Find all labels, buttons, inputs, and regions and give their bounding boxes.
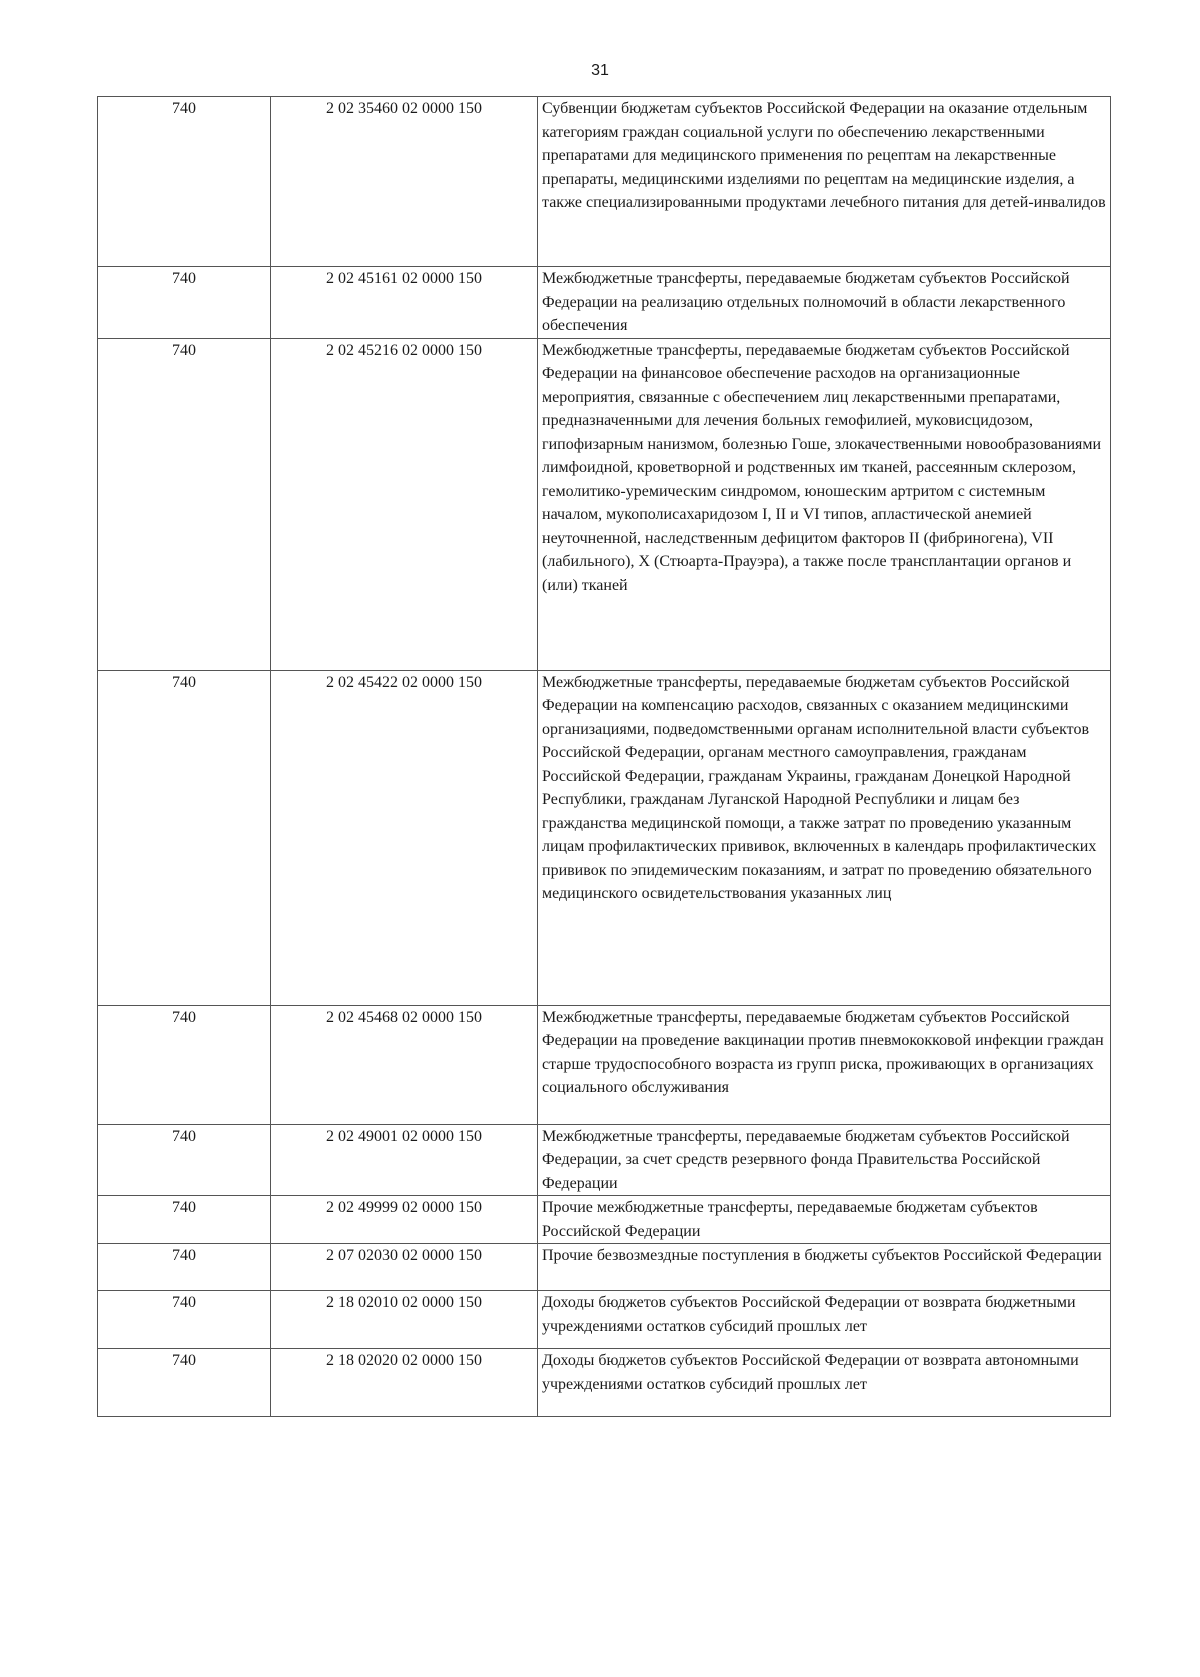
admin-code-cell: 740 [98,267,271,339]
admin-code-cell: 740 [98,97,271,267]
budget-code-cell: 2 02 45468 02 0000 150 [271,1005,538,1124]
budget-code-cell: 2 02 49999 02 0000 150 [271,1196,538,1244]
admin-code-cell: 740 [98,1291,271,1349]
table-row [98,267,1111,339]
budget-code-cell: 2 02 45216 02 0000 150 [271,338,538,670]
description-cell: Межбюджетные трансферты, передаваемые бюджетам субъектов Российской Федерации на финансовое обеспечение расходов на организационные мероприятия, связанные с обеспечением лиц лекарственными препаратами, предназначенными для лечения больных гемофилией, муковисцидозом, гипофизарным нанизмом, болезнью Гоше, злокачественными новообразованиями лимфоидной, кроветворной и родственных им тканей, рассеянным склерозом, гемолитико-уремическим синдромом, юношеским артритом с системным началом, мукополисахаридозом I, II и VI типов, апластической анемией неуточненной, наследственным дефицитом факторов II (фибриногена), VII (лабильного), X (Стюарта-Прауэра), а также после трансплантации органов и (или) тканей [538,338,1111,670]
table-row [98,338,1111,670]
budget-code-cell: 2 02 35460 02 0000 150 [271,97,538,267]
table-row [98,670,1111,1005]
budget-code-cell: 2 18 02010 02 0000 150 [271,1291,538,1349]
budget-codes-table [97,96,1111,1417]
budget-code-cell: 2 07 02030 02 0000 150 [271,1244,538,1291]
table-row [98,97,1111,267]
description-cell: Прочие безвозмездные поступления в бюджеты субъектов Российской Федерации [538,1244,1111,1291]
description-cell: Доходы бюджетов субъектов Российской Федерации от возврата автономными учреждениями остатков субсидий прошлых лет [538,1349,1111,1417]
description-cell: Прочие межбюджетные трансферты, передаваемые бюджетам субъектов Российской Федерации [538,1196,1111,1244]
description-cell: Межбюджетные трансферты, передаваемые бюджетам субъектов Российской Федерации на проведение вакцинации против пневмококковой инфекции граждан старше трудоспособного возраста из групп риска, проживающих в организациях социального обслуживания [538,1005,1111,1124]
table-row [98,1124,1111,1196]
table-row [98,1005,1111,1124]
admin-code-cell: 740 [98,1196,271,1244]
description-cell: Межбюджетные трансферты, передаваемые бюджетам субъектов Российской Федерации, за счет средств резервного фонда Правительства Российской Федерации [538,1124,1111,1196]
admin-code-cell: 740 [98,338,271,670]
budget-code-cell: 2 02 45161 02 0000 150 [271,267,538,339]
page-number: 31 [591,62,609,79]
table-row [98,1349,1111,1417]
budget-code-cell: 2 02 45422 02 0000 150 [271,670,538,1005]
budget-code-cell: 2 02 49001 02 0000 150 [271,1124,538,1196]
budget-code-cell: 2 18 02020 02 0000 150 [271,1349,538,1417]
description-cell: Субвенции бюджетам субъектов Российской Федерации на оказание отдельным категориям граждан социальной услуги по обеспечению лекарственными препаратами для медицинского применения по рецептам на лекарственные препараты, медицинскими изделиями по рецептам на медицинские изделия, а также специализированными продуктами лечебного питания для детей-инвалидов [538,97,1111,267]
admin-code-cell: 740 [98,1124,271,1196]
table-row [98,1291,1111,1349]
description-cell: Межбюджетные трансферты, передаваемые бюджетам субъектов Российской Федерации на реализацию отдельных полномочий в области лекарственного обеспечения [538,267,1111,339]
admin-code-cell: 740 [98,1349,271,1417]
description-cell: Доходы бюджетов субъектов Российской Федерации от возврата бюджетными учреждениями остатков субсидий прошлых лет [538,1291,1111,1349]
admin-code-cell: 740 [98,1005,271,1124]
description-cell: Межбюджетные трансферты, передаваемые бюджетам субъектов Российской Федерации на компенсацию расходов, связанных с оказанием медицинскими организациями, подведомственными органам исполнительной власти субъектов Российской Федерации, органам местного самоуправления, гражданам Российской Федерации, гражданам Украины, гражданам Донецкой Народной Республики, гражданам Луганской Народной Республики и лицам без гражданства медицинской помощи, а также затрат по проведению указанным лицам профилактических прививок, включенных в календарь профилактических прививок по эпидемическим показаниям, и затрат по проведению обязательного медицинского освидетельствования указанных лиц [538,670,1111,1005]
table-row [98,1244,1111,1291]
table-row [98,1196,1111,1244]
admin-code-cell: 740 [98,670,271,1005]
admin-code-cell: 740 [98,1244,271,1291]
